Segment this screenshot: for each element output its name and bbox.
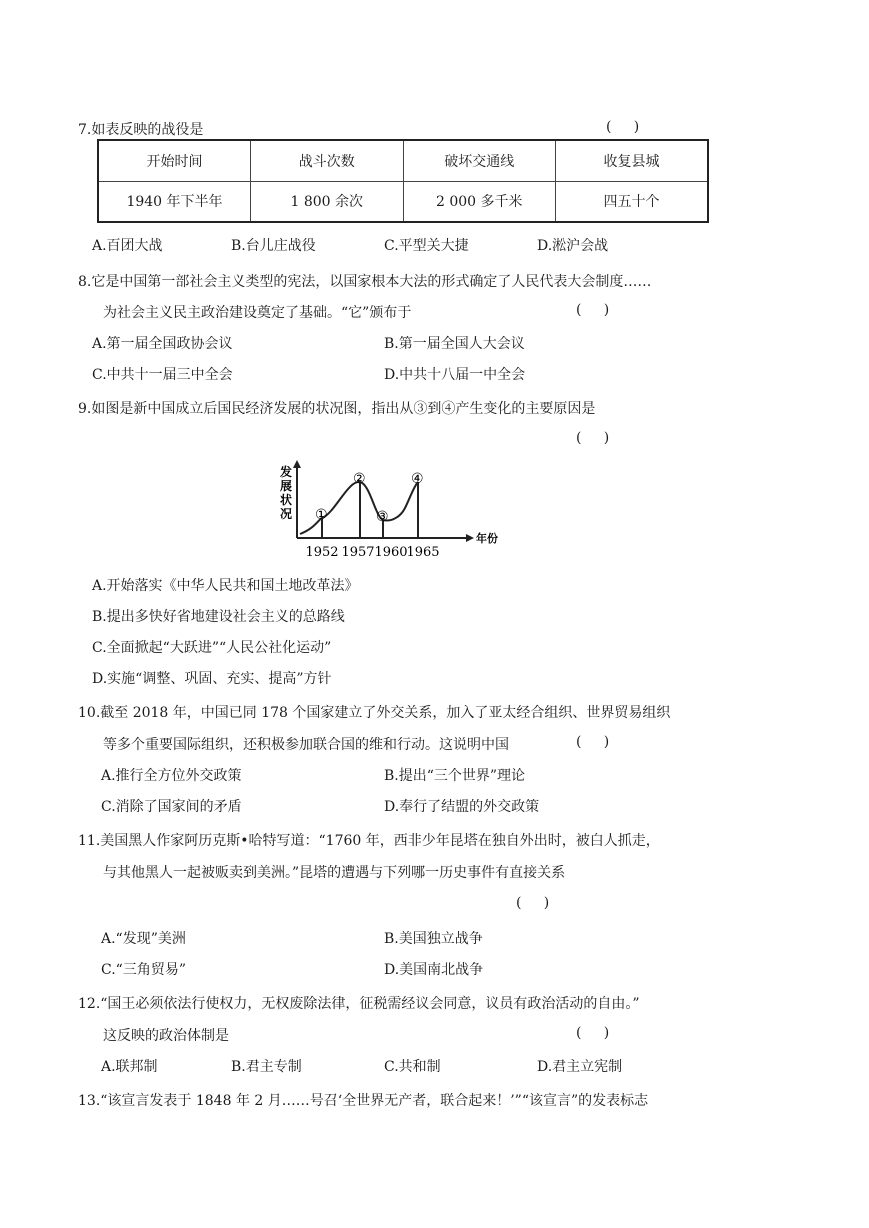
q7-option-d: D.淞沪会战: [537, 238, 609, 254]
q8-stem-line2: 为社会主义民主政治建设奠定了基础。“它”颁布于: [103, 305, 412, 321]
q12-option-b: B.君主专制: [231, 1059, 302, 1075]
q11-option-c: C.“三角贸易”: [101, 962, 186, 978]
q8-option-b: B.第一届全国人大会议: [384, 336, 525, 352]
chart-point-label-4: ④: [411, 471, 424, 487]
chart-x-tick-label: 1960: [374, 545, 408, 560]
q11-stem-line2: 与其他黑人一起被贩卖到美洲。”昆塔的遭遇与下列哪一历史事件有直接关系: [103, 865, 566, 881]
chart-point-label-1: ①: [315, 507, 328, 523]
q11-option-b: B.美国独立战争: [384, 931, 483, 947]
chart-x-tick-label: 1965: [406, 545, 440, 560]
table-row: [98, 181, 708, 222]
table-cell: 四五十个: [556, 181, 709, 222]
q11-option-a: A.“发现”美洲: [101, 931, 186, 947]
table-cell: 1 800 余次: [251, 181, 404, 222]
table-header-cell: 收复县城: [556, 140, 709, 181]
q10-answer-bracket: ( ): [576, 734, 610, 750]
chart-ylabel-char: 发: [280, 465, 293, 479]
q12-stem-line2: 这反映的政治体制是: [103, 1028, 229, 1044]
table-header-cell: 开始时间: [98, 140, 251, 181]
q10-option-b: B.提出“三个世界”理论: [384, 768, 526, 784]
q11-option-d: D.美国南北战争: [384, 962, 484, 978]
q12-option-a: A.联邦制: [101, 1059, 158, 1075]
q10-stem-line1: 10.截至 2018 年，中国已同 178 个国家建立了外交关系，加入了亚太经合组织、世界贸易组织: [78, 705, 671, 721]
table-header-row: [98, 140, 708, 181]
table-cell: 1940 年下半年: [98, 181, 251, 222]
q8-answer-bracket: ( ): [576, 302, 610, 318]
chart-ylabel-char: 况: [280, 507, 293, 521]
chart-ylabel-char: 展: [280, 479, 293, 493]
table-cell: 2 000 多千米: [403, 181, 556, 222]
chart-x-tick-label: 1952: [305, 545, 339, 560]
q9-option-d: D.实施“调整、巩固、充实、提高”方针: [92, 671, 332, 687]
chart-ylabel-char: 状: [280, 493, 293, 507]
q12-answer-bracket: ( ): [576, 1025, 610, 1041]
q10-stem-line2: 等多个重要国际组织，还积极参加联合国的维和行动。这说明中国: [103, 737, 509, 753]
q7-stem: 7.如表反映的战役是: [78, 122, 204, 138]
q8-option-c: C.中共十一届三中全会: [92, 367, 233, 383]
q9-answer-bracket: ( ): [576, 430, 610, 446]
q7-option-a: A.百团大战: [92, 238, 163, 254]
q13-stem-line1: 13.“该宣言发表于 1848 年 2 月……号召‘全世界无产者，联合起来！’”“该宣言”的发表标志: [78, 1093, 649, 1109]
chart-x-tick-label: 1957: [341, 545, 375, 560]
q9-option-b: B.提出多快好省地建设社会主义的总路线: [92, 609, 345, 625]
q9-stem: 9.如图是新中国成立后国民经济发展的状况图，指出从③到④产生变化的主要原因是: [78, 401, 596, 417]
q7-battle-table: [97, 139, 709, 223]
q7-option-b: B.台儿庄战役: [231, 238, 316, 254]
chart-point-label-2: ②: [353, 471, 366, 487]
q10-option-c: C.消除了国家间的矛盾: [101, 799, 242, 815]
q9-economy-chart: [270, 458, 510, 562]
q8-option-a: A.第一届全国政协会议: [92, 336, 233, 352]
q11-answer-bracket: ( ): [516, 895, 550, 911]
q8-stem-line1: 8.它是中国第一部社会主义类型的宪法，以国家根本大法的形式确定了人民代表大会制度……: [78, 274, 652, 290]
chart-y-axis-arrow: [293, 460, 301, 468]
q7-option-c: C.平型关大捷: [384, 238, 469, 254]
q7-answer-bracket: ( ): [606, 119, 640, 135]
chart-x-axis-arrow: [466, 534, 474, 542]
table-header-cell: 战斗次数: [251, 140, 404, 181]
table-header-cell: 破坏交通线: [403, 140, 556, 181]
q11-stem-line1: 11.美国黑人作家阿历克斯•哈特写道：“1760 年，西非少年昆塔在独自外出时，被白人抓走，: [78, 833, 660, 849]
q12-stem-line1: 12.“国王必须依法行使权力，无权废除法律，征税需经议会同意，议员有政治活动的自由。”: [78, 996, 640, 1012]
chart-xlabel: 年份: [476, 532, 498, 545]
q10-option-d: D.奉行了结盟的外交政策: [384, 799, 540, 815]
q10-option-a: A.推行全方位外交政策: [101, 768, 242, 784]
chart-point-label-3: ③: [376, 509, 389, 525]
q9-option-c: C.全面掀起“大跃进”“人民公社化运动”: [92, 640, 332, 656]
q9-option-a: A.开始落实《中华人民共和国土地改革法》: [92, 578, 359, 594]
q12-option-d: D.君主立宪制: [537, 1059, 623, 1075]
q8-option-d: D.中共十八届一中全会: [384, 367, 526, 383]
q12-option-c: C.共和制: [384, 1059, 441, 1075]
